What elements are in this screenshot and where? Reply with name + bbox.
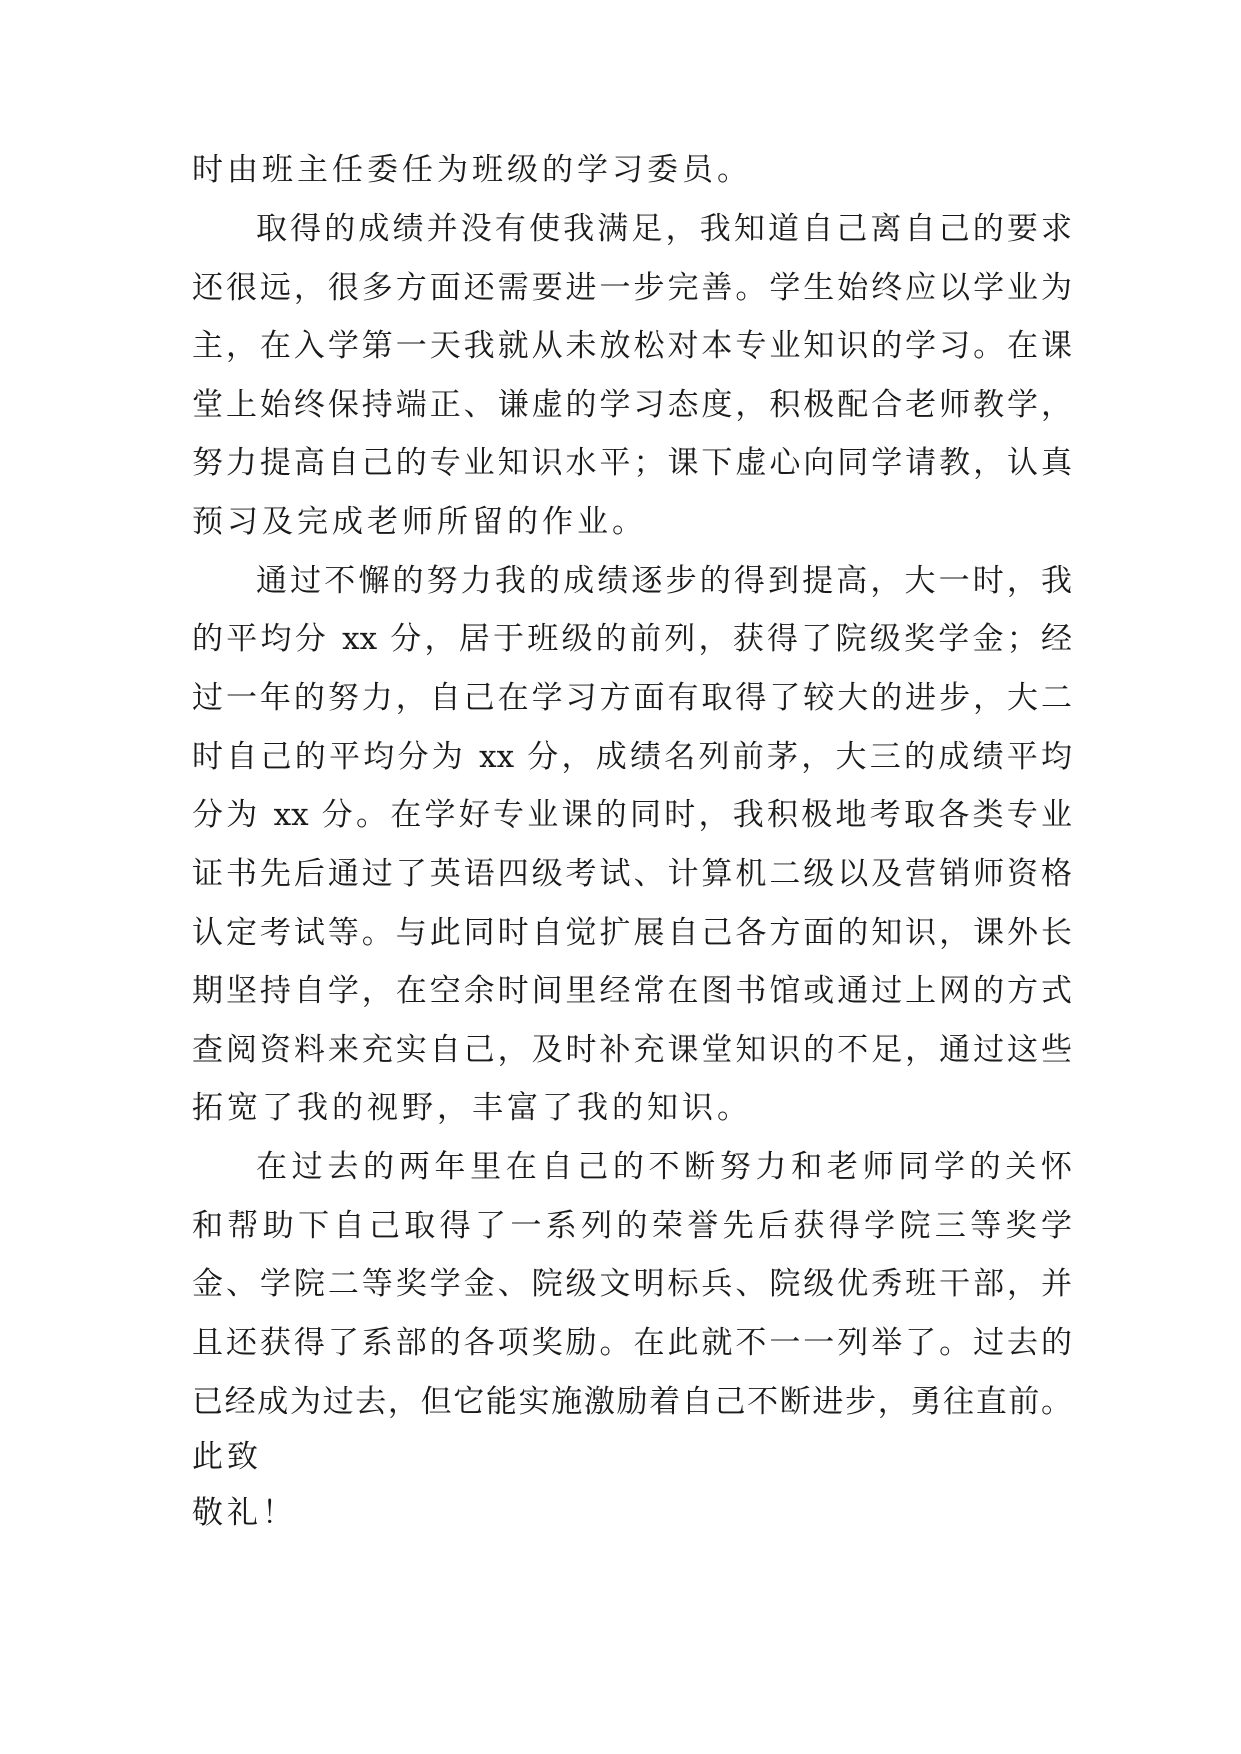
salutation-line: 敬礼！ (192, 1495, 297, 1531)
text-line: 查阅资料来充实自己，及时补充课堂知识的不足，通过这些 (192, 1032, 1072, 1068)
text-line: 过一年的努力，自己在学习方面有取得了较大的进步，大二 (192, 680, 1072, 716)
text-line: 已经成为过去，但它能实施激励着自己不断进步，勇往直前。 (192, 1384, 1072, 1420)
text-line: 证书先后通过了英语四级考试、计算机二级以及营销师资格 (192, 856, 1072, 892)
text-line: 分为 xx 分。在学好专业课的同时，我积极地考取各类专业 (192, 797, 1072, 833)
text-line: 主，在入学第一天我就从未放松对本专业知识的学习。在课 (192, 328, 1072, 364)
text-line: 取得的成绩并没有使我满足，我知道自己离自己的要求 (256, 211, 1072, 247)
text-line: 努力提高自己的专业知识水平；课下虚心向同学请教，认真 (192, 445, 1072, 481)
text-line: 期坚持自学，在空余时间里经常在图书馆或通过上网的方式 (192, 973, 1072, 1009)
text-line: 且还获得了系部的各项奖励。在此就不一一列举了。过去的 (192, 1325, 1072, 1361)
text-line: 认定考试等。与此同时自觉扩展自己各方面的知识，课外长 (192, 915, 1072, 951)
text-line: 金、学院二等奖学金、院级文明标兵、院级优秀班干部，并 (192, 1266, 1072, 1302)
text-line: 通过不懈的努力我的成绩逐步的得到提高，大一时，我 (256, 563, 1072, 599)
text-line: 拓宽了我的视野，丰富了我的知识。 (192, 1090, 752, 1126)
text-line: 还很远，很多方面还需要进一步完善。学生始终应以学业为 (192, 270, 1072, 306)
text-line: 时由班主任委任为班级的学习委员。 (192, 152, 752, 188)
text-line: 在过去的两年里在自己的不断努力和老师同学的关怀 (256, 1149, 1072, 1185)
text-line: 和帮助下自己取得了一系列的荣誉先后获得学院三等奖学 (192, 1208, 1072, 1244)
text-line: 时自己的平均分为 xx 分，成绩名列前茅，大三的成绩平均 (192, 739, 1072, 775)
text-line: 的平均分 xx 分，居于班级的前列，获得了院级奖学金；经 (192, 621, 1072, 657)
text-line: 堂上始终保持端正、谦虚的学习态度，积极配合老师教学， (192, 387, 1072, 423)
text-line: 预习及完成老师所留的作业。 (192, 504, 647, 540)
closing-line: 此致 (192, 1439, 262, 1475)
